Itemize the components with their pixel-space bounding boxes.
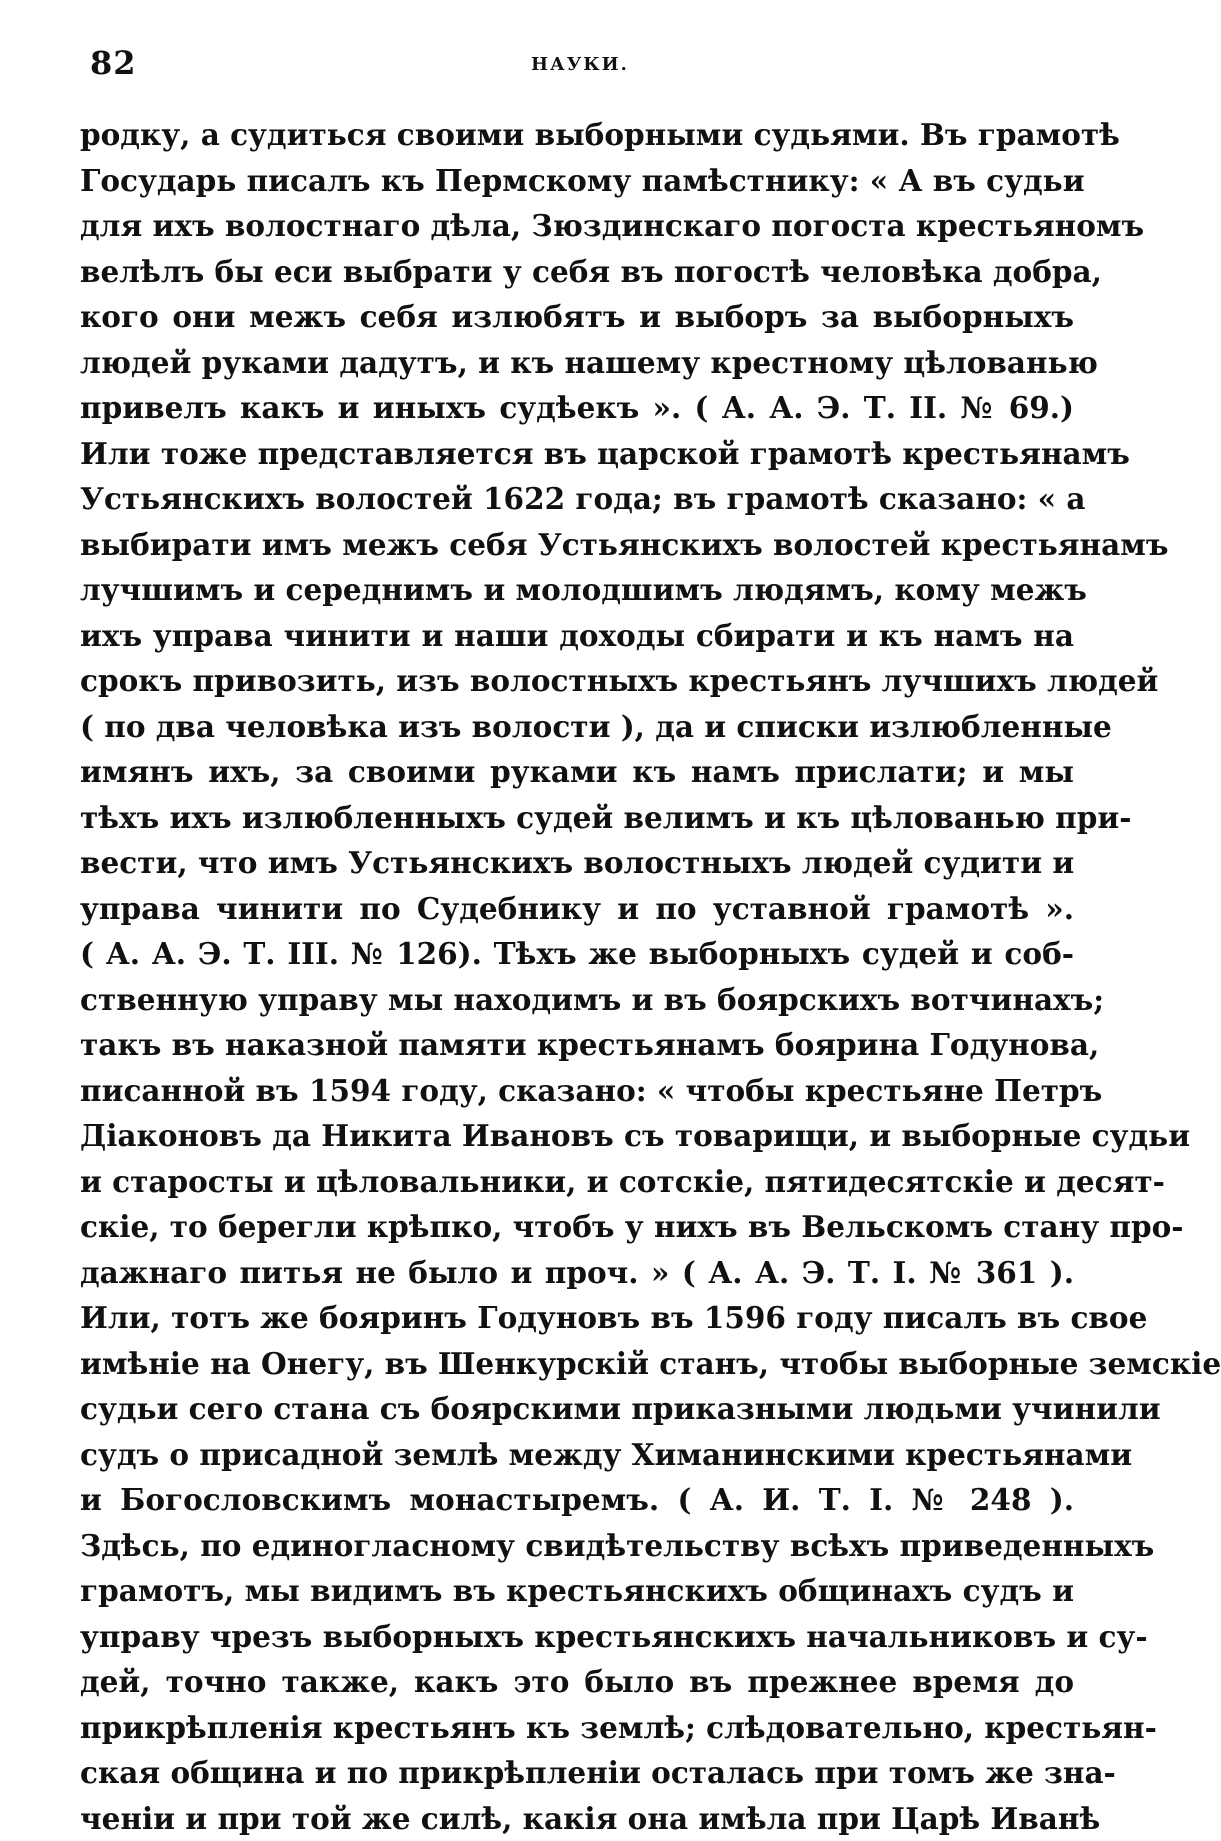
running-head: НАУКИ.: [90, 54, 1070, 75]
text-line: людей руками дадутъ, и къ нашему крестному цѣлованью: [80, 340, 1074, 386]
text-line: и Богословскимъ монастыремъ. ( А. И. Т. I. № 248 ).: [80, 1477, 1074, 1523]
text-line: управа чинити по Судебнику и по уставной грамотѣ ».: [80, 886, 1074, 932]
text-line: срокъ привозить, изъ волостныхъ крестьянъ лучшихъ людей: [80, 658, 1074, 704]
text-line: ( А. А. Э. Т. III. № 126). Тѣхъ же выборныхъ судей и соб-: [80, 931, 1074, 977]
text-line: судьи сего стана съ боярскими приказными людьми учинили: [80, 1386, 1074, 1432]
text-line: Или, тотъ же бояринъ Годуновъ въ 1596 году писалъ въ свое: [80, 1295, 1074, 1341]
body-text: [80, 112, 1074, 1841]
text-line: Или тоже представляется въ царской грамотѣ крестьянамъ: [80, 431, 1074, 477]
text-line: такъ въ наказной памяти крестьянамъ боярина Годунова,: [80, 1022, 1074, 1068]
text-line: Устьянскихъ волостей 1622 года; въ грамотѣ сказано: « а: [80, 476, 1074, 522]
text-line: имѣніе на Онегу, въ Шенкурскій станъ, чтобы выборные земскіе: [80, 1341, 1074, 1387]
page-header: [90, 44, 1070, 84]
text-line: велѣлъ бы еси выбрати у себя въ погостѣ человѣка добра,: [80, 249, 1074, 295]
text-line: писанной въ 1594 году, сказано: « чтобы крестьяне Петръ: [80, 1068, 1074, 1114]
text-line: ченіи и при той же силѣ, какія она имѣла при Царѣ Иванѣ: [80, 1796, 1074, 1841]
text-line: Діаконовъ да Никита Ивановъ съ товарищи, и выборные судьи: [80, 1113, 1074, 1159]
text-line: судъ о присадной землѣ между Химанинскими крестьянами: [80, 1432, 1074, 1478]
text-line: имянъ ихъ, за своими руками къ намъ прислати; и мы: [80, 749, 1074, 795]
text-line: ская община и по прикрѣпленіи осталась при томъ же зна-: [80, 1750, 1074, 1796]
text-line: Здѣсь, по единогласному свидѣтельству всѣхъ приведенныхъ: [80, 1523, 1074, 1569]
text-line: грамотъ, мы видимъ въ крестьянскихъ общинахъ судъ и: [80, 1568, 1074, 1614]
text-line: лучшимъ и середнимъ и молодшимъ людямъ, кому межъ: [80, 567, 1074, 613]
text-line: кого они межъ себя излюбятъ и выборъ за выборныхъ: [80, 294, 1074, 340]
text-line: родку, а судиться своими выборными судьями. Въ грамотѣ: [80, 112, 1074, 158]
text-line: ихъ управа чинити и наши доходы сбирати и къ намъ на: [80, 613, 1074, 659]
text-line: тѣхъ ихъ излюбленныхъ судей велимъ и къ цѣлованью при-: [80, 795, 1074, 841]
text-line: скіе, то берегли крѣпко, чтобъ у нихъ въ Вельскомъ стану про-: [80, 1204, 1074, 1250]
text-line: выбирати имъ межъ себя Устьянскихъ волостей крестьянамъ: [80, 522, 1074, 568]
text-line: ственную управу мы находимъ и въ боярскихъ вотчинахъ;: [80, 977, 1074, 1023]
page-number: 82: [90, 44, 137, 82]
text-line: для ихъ волостнаго дѣла, Зюздинскаго погоста крестьяномъ: [80, 203, 1074, 249]
text-line: вести, что имъ Устьянскихъ волостныхъ людей судити и: [80, 840, 1074, 886]
text-line: ( по два человѣка изъ волости ), да и списки излюбленные: [80, 704, 1074, 750]
text-line: управу чрезъ выборныхъ крестьянскихъ начальниковъ и су-: [80, 1614, 1074, 1660]
text-line: дей, точно также, какъ это было въ прежнее время до: [80, 1659, 1074, 1705]
text-line: Государь писалъ къ Пермскому памѣстнику: « А въ судьи: [80, 158, 1074, 204]
text-line: привелъ какъ и иныхъ судѣекъ ». ( А. А. Э. Т. II. № 69.): [80, 385, 1074, 431]
text-line: и старосты и цѣловальники, и сотскіе, пятидесятскіе и десят-: [80, 1159, 1074, 1205]
text-line: дажнаго питья не было и проч. » ( А. А. Э. Т. I. № 361 ).: [80, 1250, 1074, 1296]
text-line: прикрѣпленія крестьянъ къ землѣ; слѣдовательно, крестьян-: [80, 1705, 1074, 1751]
